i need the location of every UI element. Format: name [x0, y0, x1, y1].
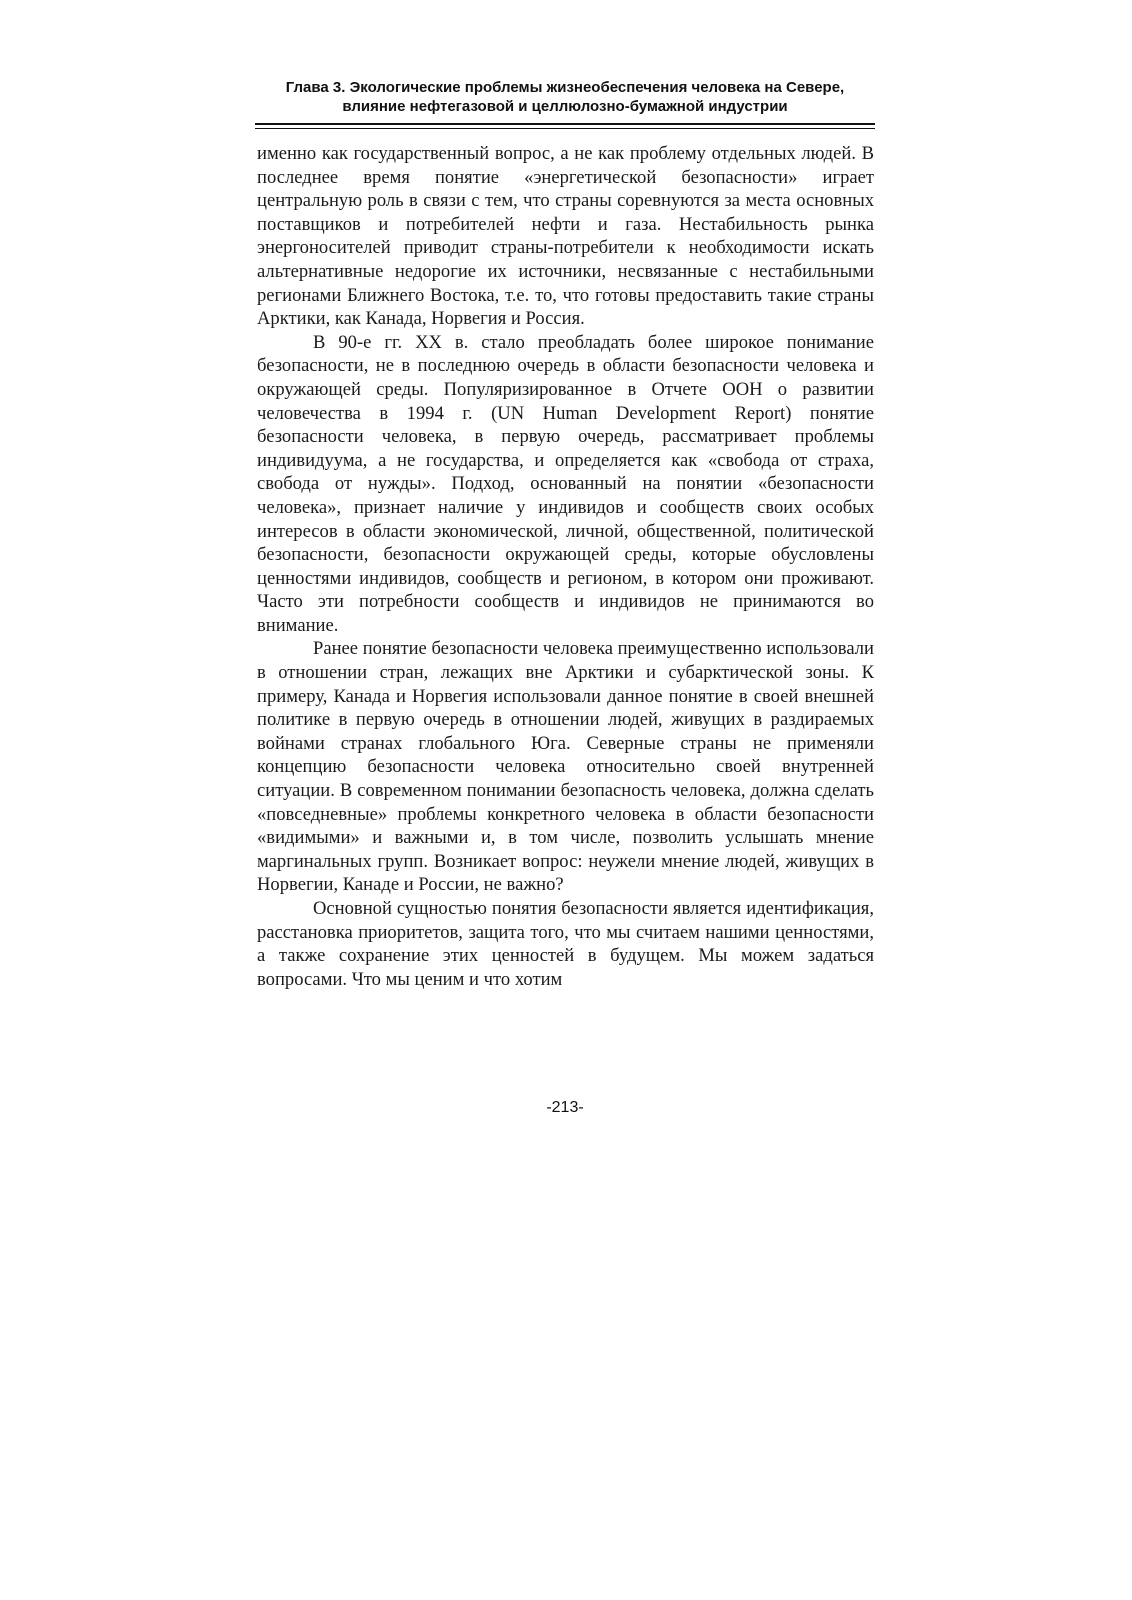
header-rule-thick: [255, 123, 875, 125]
paragraph: Основной сущностью понятия безопасности является идентификация, расстановка приоритетов, защита того, что мы считаем нашими ценностями, а также сохранение этих ценностей в будущем. Мы можем задаться вопросами. Что мы ценим и что хотим: [257, 898, 874, 990]
paragraph-continued: именно как государственный вопрос, а не как проблему отдельных людей. В последнее время понятие «энергетической безопасности» играет центральную роль в связи с тем, что страны соревнуются за места основных поставщиков и потребителей нефти и газа. Нестабильность рынка энергоносителей приводит страны-потребители к необходимости искать альтернативные недорогие их источники, несвязанные с нестабильными регионами Ближнего Востока, т.е. то, что готовы предоставить такие страны Арктики, как Канада, Норвегия и Россия.: [257, 143, 874, 330]
body-text: [257, 142, 874, 991]
running-header-line-2: влияние нефтегазовой и целлюлозно-бумажной индустрии: [342, 98, 788, 115]
paragraph: Ранее понятие безопасности человека преимущественно использовали в отношении стран, лежащих вне Арктики и субарктической зоны. К примеру, Канада и Норвегия использовали данное понятие в своей внешней политике в первую очередь в отношении людей, живущих в раздираемых войнами странах глобального Юга. Северные страны не применяли концепцию безопасности человека относительно своей внутренней ситуации. В современном понимании безопасность человека, должна сделать «повседневные» проблемы конкретного человека в области безопасности «видимыми» и важными и, в том числе, позволить услышать мнение маргинальных групп. Возникает вопрос: неужели мнение людей, живущих в Норвегии, Канаде и России, не важно?: [257, 638, 874, 896]
running-header: [255, 78, 875, 116]
paragraph: В 90-е гг. XX в. стало преобладать более широкое понимание безопасности, не в последнюю очередь в области безопасности человека и окружающей среды. Популяризированное в Отчете ООН о развитии человечества в 1994 г. (UN Human Development Report) понятие безопасности человека, в первую очередь, рассматривает проблемы индивидуума, а не государства, и определяется как «свобода от страха, свобода от нужды». Подход, основанный на понятии «безопасности человека», признает наличие у индивидов и сообществ своих особых интересов в области экономической, личной, общественной, политической безопасности, безопасности окружающей среды, которые обусловлены ценностями индивидов, сообществ и регионом, в котором они проживают. Часто эти потребности сообществ и индивидов не принимаются во внимание.: [257, 331, 874, 636]
header-rule-thin: [255, 128, 875, 129]
page-number: -213-: [546, 1099, 584, 1116]
running-header-line-1: Глава 3. Экологические проблемы жизнеобеспечения человека на Севере,: [285, 79, 845, 96]
